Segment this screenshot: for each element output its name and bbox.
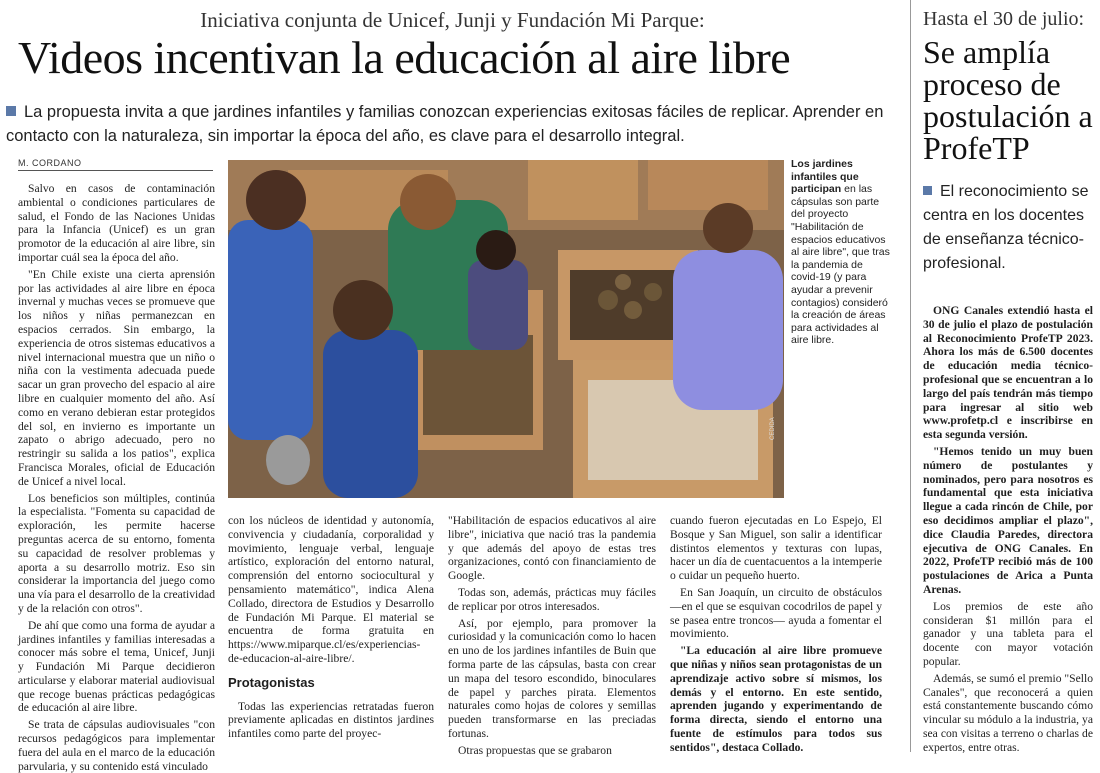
sidebar-column — [923, 304, 1093, 754]
lede-text: La propuesta invita a que jardines infantiles y familias conozcan experiencias exitosas fáciles de replicar. Aprender en contacto con la naturaleza, sin importar la época del año, es clave para el desarrollo integral. — [6, 103, 884, 145]
paragraph: Los beneficios son múltiples, continúa la especialista. "Fomenta su capacidad de exploración, les permite hacerse preguntas acerca de su entorno, fomenta su capacidad de resolver problemas y aporta a su desarrollo motriz. Eso sin considerar la importancia del juego como una vía para el desarrollo de la creatividad y de la relación con otros". — [18, 491, 215, 615]
paragraph: Todas las experiencias retratadas fueron previamente aplicadas en distintos jardines infantiles como parte del proyec- — [228, 699, 434, 741]
article-lede — [6, 100, 911, 148]
paragraph: Así, por ejemplo, para promover la curiosidad y la comunicación como lo hacen en uno de los jardines infantiles de Buin que forma parte de las cápsulas, basta con crear un mapa del tesoro escondido, binoculares de papel y parches pirata. Elementos naturales como hojas de colores y semillas pueden transformarse en las preciadas fortunas. — [448, 616, 656, 740]
article-column-3 — [448, 514, 656, 757]
paragraph: De ahí que como una forma de ayudar a jardines infantiles y familias interesadas a conocer más sobre el tema, Unicef, Junji y Fundación Mi Parque decidieron articularse y elaborar material audiovisual que recoge buenas prácticas pedagógicas de educación al aire libre. — [18, 618, 215, 715]
square-bullet-icon — [6, 106, 16, 116]
paragraph: "En Chile existe una cierta aprensión por las actividades al aire libre en época invernal y muchas veces se promueve que los niños y niñas permanezcan en espacios cerrados. Sin embargo, la experiencia de otros sistemas educativos a nivel internacional muestra que un niño o niña con la vestimenta adecuada puede sacar un gran provecho del espacio al aire libre en cualquier momento del año. Así como en verano debieran estar protegidos del sol, en invierno es importante un zapato o abrigo adecuado, pero no restringir su salida a los patios", explica Francisca Morales, oficial de Educación de Unicef a nivel local. — [18, 267, 215, 488]
article-kicker: Iniciativa conjunta de Unicef, Junji y Fundación Mi Parque: — [200, 8, 705, 32]
sidebar-lede — [923, 180, 1098, 276]
sidebar-title: Se amplía proceso de postulación a ProfeTP — [923, 34, 1093, 166]
paragraph: "Habilitación de espacios educativos al aire libre", iniciativa que nació tras la pandemia y que además del apoyo de estas tres organizaciones, contó con financiamiento de Google. — [448, 514, 656, 583]
paragraph: ONG Canales extendió hasta el 30 de julio el plazo de postulación al Reconocimiento ProfeTP 2023. Ahora los más de 6.500 docentes de educación media técnico-profesional que se encuentran a lo largo del país tendrán más tiempo para ingresar al sitio web www.profetp.cl e inscribirse en esta segunda versión. — [923, 304, 1093, 442]
subhead: Protagonistas — [228, 674, 315, 690]
article-column-2 — [228, 514, 434, 750]
article-headline: Videos incentivan la educación al aire libre — [18, 32, 791, 83]
column-divider — [910, 0, 911, 752]
byline: M. CORDANO — [18, 158, 82, 168]
paragraph: Todas son, además, prácticas muy fáciles de replicar por otros interesados. — [448, 585, 656, 613]
caption-bold: Los jardines infantiles que participan — [791, 158, 859, 196]
photo-caption — [791, 158, 893, 347]
paragraph: Se trata de cápsulas audiovisuales "con recursos pedagógicos para implementar fuera del aula en el marco de la educación parvularia, y su contenido está vinculado — [18, 718, 215, 773]
paragraph: "Hemos tenido un muy buen número de postulantes y nominados, pero para nosotros es fundamental que esta iniciativa llegue a cada rincón de Chile, por eso decidimos ampliar el plazo", dice Claudia Paredes, directora ejecutiva de ONG Canales. En 2022, ProfeTP recibió más de 100 postulaciones de Arica a Punta Arenas. — [923, 444, 1093, 596]
article-column-1 — [18, 182, 215, 773]
paragraph: Además, se sumó el premio "Sello Canales", que reconocerá a quien está constantemente buscando cómo vincular su módulo a la industria, ya sea con visitas a terreno o charlas de expertos, entre otras. — [923, 671, 1093, 754]
caption-text: en las cápsulas son parte del proyecto "Habilitación de espacios educativos al aire libre", que tras la pandemia de covid-19 (y para ayudar a prevenir contagios) consideró la creación de áreas para actividades al aire libre. — [791, 183, 890, 347]
article-column-4 — [670, 514, 882, 754]
paragraph: En San Joaquín, un circuito de obstáculos —en el que se esquivan cocodrilos de papel y se pasea entre troncos— ayuda a fomentar el movimiento. — [670, 585, 882, 641]
paragraph: "La educación al aire libre promueve que niñas y niños sean protagonistas de un aprendizaje activo sobre sí mismos, los demás y el entorno. En este sentido, aprenden jugando y experimentando de forma directa, siendo el entorno una fuente de estímulos para todos sus sentidos", destaca Collado. — [670, 644, 882, 754]
paragraph: Otras propuestas que se grabaron — [458, 743, 612, 757]
paragraph: Salvo en casos de contaminación ambiental o condiciones particulares de salud, el Fondo de las Naciones Unidas para la Infancia (Unicef) es un gran promotor de la educación al aire libre, sin importar cuál sea la época del año. — [18, 182, 215, 264]
article-photo — [228, 160, 784, 498]
paragraph: Los premios de este año consideran $1 millón para el ganador y una tableta para el docente con mayor votación popular. — [923, 599, 1093, 668]
photo-illustration — [228, 160, 784, 498]
sidebar-kicker: Hasta el 30 de julio: — [923, 8, 1085, 30]
paragraph: cuando fueron ejecutadas en Lo Espejo, El Bosque y San Miguel, son salir a identificar distintos elementos y texturas con lupas, hacer un día de cuentacuentos a la intemperie o cuidar un pequeño huerto. — [670, 514, 882, 583]
sidebar-lede-text: El reconocimiento se centra en los docentes de enseñanza técnico-profesional. — [923, 183, 1089, 272]
byline-rule — [18, 170, 213, 171]
paragraph: con los núcleos de identidad y autonomía, convivencia y ciudadanía, corporalidad y movimiento, lenguaje verbal, lenguaje artístico, exploración del entorno natural, comprensión del entorno sociocultural y pensamiento matemático", indica Alena Collado, directora de Estudios y Desarrollo de Fundación Mi Parque. El material se encuentra de forma gratuita en https://www.miparque.cl/es/experiencias-de-educacion-al-aire-libre/. — [228, 514, 434, 665]
square-bullet-icon — [923, 186, 932, 195]
photo-credit: CEDIDA — [770, 417, 776, 440]
